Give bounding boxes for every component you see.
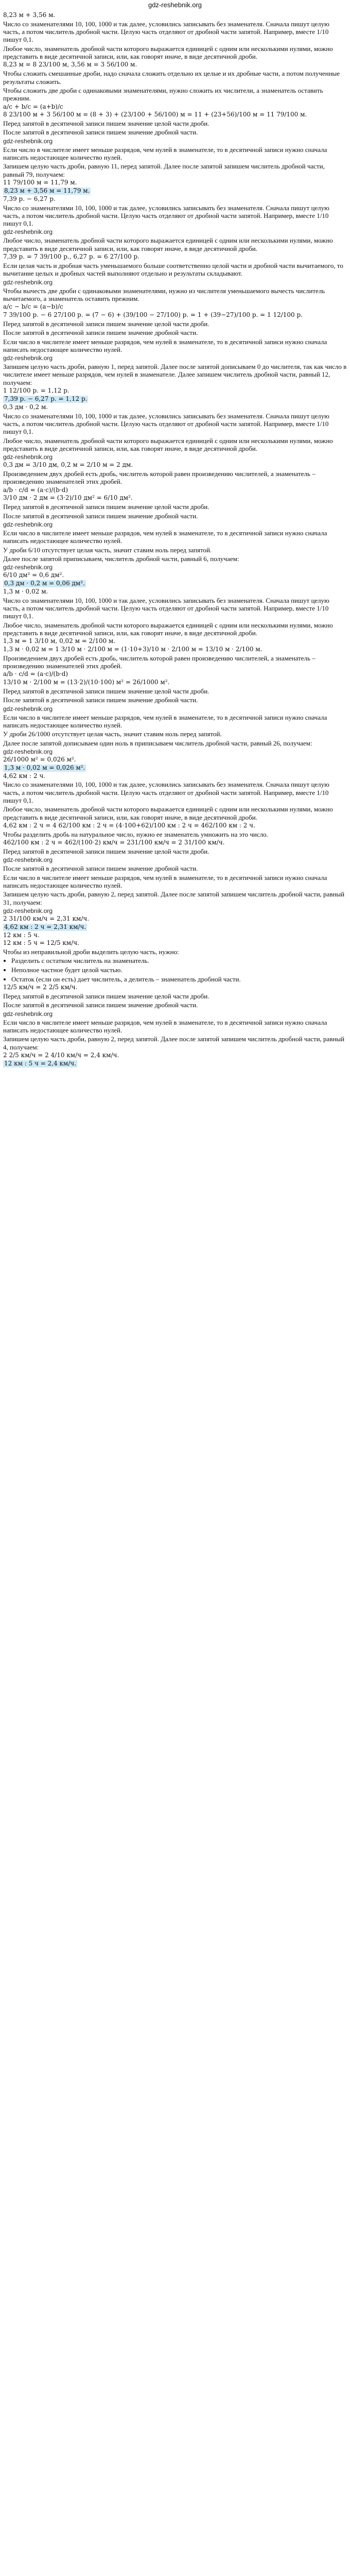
formula-line: 2 2/5 км/ч = 2 4/10 км/ч = 2,4 км/ч. xyxy=(3,1052,119,1059)
answer-line xyxy=(3,188,347,195)
explanation-paragraph: Запишем целую часть дроби, равную 2, перед запятой. Далее после запятой запишем числитель дробной части, равный 31, получаем: xyxy=(3,890,345,906)
formula-line: 1,3 м = 1 3/10 м, 0,02 м = 2/100 м. xyxy=(3,637,116,645)
watermark-text: gdz-reshebnik.org xyxy=(3,564,53,571)
answer-highlight: 1,3 м · 0,02 м = 0,026 м². xyxy=(4,764,85,771)
explanation-paragraph: После запятой в десятичной записи пишем значение дробной части. xyxy=(3,1001,198,1009)
explanation-paragraph: Если число в числителе имеет меньше разрядов, чем нулей в знаменателе, то в десятичной записи нужно сначала написать недостающее количество нулей. xyxy=(3,145,327,162)
explanation-paragraph: У дроби 26/1000 отсутствует целая часть, значит ставим ноль перед запятой. xyxy=(3,730,222,738)
explanation-paragraph: Запишем целую часть дроби, равную 11, перед запятой. Далее после запятой запишем числитель дробной части, равный 79, получаем: xyxy=(3,162,325,178)
explanation-paragraph: Произведением двух дробей есть дробь, числитель которой равен произведению числителей, а знаменатель – произведению знаменателей этих дробей. xyxy=(3,469,316,486)
formula-line: a/c − b/c = (a−b)/c xyxy=(3,303,63,311)
formula-line: 4,62 км : 2 ч = 4 62/100 км : 2 ч = (4·100+62)/100 км : 2 ч = 462/100 км : 2 ч. xyxy=(3,822,255,829)
formula-line: 1,3 м · 0,02 м. xyxy=(3,587,48,595)
instruction-item: • Неполное частное будет целой частью. xyxy=(11,966,347,974)
explanation-paragraph: Перед запятой в десятичной записи пишем значение целой части дроби. xyxy=(3,992,209,1001)
answer-highlight: 4,62 км : 2 ч = 2,31 км/ч. xyxy=(4,923,86,930)
instruction-list xyxy=(3,957,347,983)
explanation-paragraph: Если число в числителе имеет меньше разрядов, чем нулей в знаменателе, то в десятичной записи нужно сначала написать недостающее количество нулей. xyxy=(3,337,327,353)
explanation-paragraph: Любое число, знаменатель дробной части которого выражается единицей с одним или несколькими нулями, можно представить в виде десятичной записи, или, как говорят иначе, в виде десятичной дроби. xyxy=(3,621,333,637)
explanation-paragraph: Любое число, знаменатель дробной части которого выражается единицей с одним или несколькими нулями, можно представить в виде десятичной записи, или, как говорят иначе, в виде десятичной дроби. xyxy=(3,805,333,821)
answer-highlight: 8,23 м + 3,56 м = 11,79 м. xyxy=(4,187,90,194)
explanation-paragraph: Если число в числителе имеет меньше разрядов, чем нулей в знаменателе, то в десятичной записи нужно сначала написать недостающее количество нулей. xyxy=(3,873,327,889)
watermark-text: gdz-reshebnik.org xyxy=(3,228,53,236)
answer-line xyxy=(3,765,347,772)
explanation-paragraph: Чтобы сложить две дроби с одинаковыми знаменателями, нужно сложить их числители, а знаменатель оставить прежним. xyxy=(3,86,323,103)
formula-line: 12/5 км/ч = 2 2/5 км/ч. xyxy=(3,984,78,991)
explanation-paragraph: Перед запятой в десятичной записи пишем значение целой части дроби. xyxy=(3,319,209,328)
instruction-item: • Разделить с остатком числитель на знаменатель. xyxy=(11,957,347,965)
formula-line: 6/10 дм² = 0,6 дм². xyxy=(3,571,64,579)
watermark-text: gdz-reshebnik.org xyxy=(3,1010,53,1018)
formula-line: 0,3 дм = 3/10 дм, 0,2 м = 2/10 м = 2 дм. xyxy=(3,461,133,469)
formula-line: 0,3 дм · 0,2 м. xyxy=(3,403,48,411)
watermark-text: gdz-reshebnik.org xyxy=(3,278,53,286)
explanation-paragraph: У дроби 6/10 отсутствует целая часть, значит ставим ноль перед запятой. xyxy=(3,546,212,554)
formula-line: 1,3 м · 0,02 м = 1 3/10 м · 2/100 м = (1·10+3)/10 м · 2/100 м = 13/10 м · 2/100 м. xyxy=(3,646,262,653)
formula-line: 1 12/100 р. = 1,12 р. xyxy=(3,387,69,395)
formula-line: 12 км : 5 ч = 12/5 км/ч. xyxy=(3,939,80,947)
explanation-paragraph: Далее после запятой дописываем один ноль в приписываем числитель дробной части, равный 26, получаем: xyxy=(3,739,312,747)
site-header[interactable]: gdz-reshebnik.org xyxy=(148,1,202,9)
answer-highlight: 0,3 дм · 0,2 м = 0,06 дм². xyxy=(4,579,85,587)
answer-highlight: 7,39 р. − 6,27 р. = 1,12 р. xyxy=(4,395,87,402)
watermark-text: gdz-reshebnik.org xyxy=(3,354,53,362)
explanation-paragraph: Число со знаменателями 10, 100, 1000 и так далее, условились записывать без знаменателя. Сначала пишут целую часть, а потом числитель дробной части. Целую часть отделяют от дробной части запятой. Например, вместе 1/10 пишут 0,1. xyxy=(3,20,329,44)
page xyxy=(0,0,350,1067)
explanation-paragraph: После запятой в десятичной записи пишем значение дробной части. xyxy=(3,865,198,873)
solution-content xyxy=(3,12,347,1067)
explanation-paragraph: Перед запятой в десятичной записи пишем значение целой части дроби. xyxy=(3,503,209,511)
explanation-paragraph: После запятой в десятичной записи пишем значение дробной части. xyxy=(3,696,198,704)
watermark-text: gdz-reshebnik.org xyxy=(3,520,53,528)
watermark-text: gdz-reshebnik.org xyxy=(3,856,53,864)
explanation-paragraph: Чтобы из неправильной дроби выделить целую часть, нужно: xyxy=(3,948,179,956)
formula-line: 2 31/100 км/ч = 2,31 км/ч. xyxy=(3,914,90,922)
explanation-paragraph: После запятой в десятичной записи пишем значение дробной части. xyxy=(3,128,198,137)
watermark-text: gdz-reshebnik.org xyxy=(3,907,53,914)
watermark-text: gdz-reshebnik.org xyxy=(3,705,53,713)
answer-line xyxy=(3,924,347,931)
instruction-item: • Остаток (если он есть) дает числитель, а делитель – знаменатель дробной части. xyxy=(11,975,347,984)
explanation-paragraph: Запишем целую часть дроби, равную 2, перед запятой. Далее после запятой запишем числитель дробной части, равный 4, получаем: xyxy=(3,1035,345,1051)
explanation-paragraph: Число со знаменателями 10, 100, 1000 и так далее, условились записывать без знаменателя. Сначала пишут целую часть, а потом числитель дробной части. Целую часть отделяют от дробной части запятой. Например, вместе 1/10 пишут 0,1. xyxy=(3,412,329,436)
explanation-paragraph: Чтобы вычесть две дроби с одинаковыми знаменателями, нужно из числителя уменьшаемого вычесть числитель вычитаемого, а знаменатель оставить прежним. xyxy=(3,286,325,302)
watermark-text: gdz-reshebnik.org xyxy=(3,748,53,756)
explanation-paragraph: Любое число, знаменатель дробной части которого выражается единицей с одним или несколькими нулями, можно представить в виде десятичной записи, или, как говорят иначе, в виде десятичной дроби. xyxy=(3,236,333,252)
explanation-paragraph: Чтобы сложить смешанные дроби, надо сначала сложить отдельно их целые и их дробные части, а потом полученные результаты сложить. xyxy=(3,70,340,86)
formula-line: 8 23/100 м + 3 56/100 м = (8 + 3) + (23/100 + 56/100) м = 11 + (23+56)/100 м = 11 79/100 м. xyxy=(3,111,307,118)
explanation-paragraph: Число со знаменателями 10, 100, 1000 и так далее, условились записывать без знаменателя. Сначала пишут целую часть, а потом числитель дробной части. Целую часть отделяют от дробной части запятой. Например, вместе 1/10 пишут 0,1. xyxy=(3,596,329,620)
explanation-paragraph: Перед запятой в десятичной записи пишем значение целой части дроби. xyxy=(3,120,209,128)
formula-line: 7,39 р. = 7 39/100 р., 6,27 р. = 6 27/100 р. xyxy=(3,253,140,261)
explanation-paragraph: Чтобы разделить дробь на натуральное число, нужно ее знаменатель умножить на это число. xyxy=(3,830,268,838)
explanation-paragraph: Произведением двух дробей есть дробь, числитель которой равен произведению числителей, а знаменатель – произведению знаменателей этих дробей. xyxy=(3,654,316,670)
formula-line: 26/1000 м² = 0,026 м². xyxy=(3,756,76,764)
explanation-paragraph: Перед запятой в десятичной записи пишем значение целой части дроби. xyxy=(3,847,209,855)
explanation-paragraph: После запятой в десятичной записи пишем значение дробной части. xyxy=(3,329,198,337)
explanation-paragraph: Любое число, знаменатель дробной части которого выражается единицей с одним или несколькими нулями, можно представить в виде десятичной записи, или, как говорят иначе, в виде десятичной дроби. xyxy=(3,436,333,452)
explanation-paragraph: Если число в числителе имеет меньше разрядов, чем нулей в знаменателе, то в десятичной записи нужно сначала написать недостающее количество нулей. xyxy=(3,1018,327,1035)
explanation-paragraph: Запишем целую часть дроби, равную 1, перед запятой. Далее после запятой дописываем 0 до числителя, так как число в числителе имеет меньше разрядов, чем нулей в знаменателе. Далее запишем числитель дробной части, равный 12, получаем: xyxy=(3,363,347,386)
explanation-paragraph: Любое число, знаменатель дробной части которого выражается единицей с одним или несколькими нулями, можно представить в виде десятичной записи, или, как говорят иначе, в виде десятичной дроби. xyxy=(3,44,333,61)
formula-line: 13/10 м · 2/100 м = (13·2)/(10·100) м² = 26/1000 м². xyxy=(3,679,170,686)
formula-line: a/c + b/c = (a+b)/c xyxy=(3,103,63,110)
formula-line: 8,23 м + 3,56 м. xyxy=(3,11,56,19)
explanation-paragraph: Если число в числителе имеет меньше разрядов, чем нулей в знаменателе, то в десятичной записи нужно сначала написать недостающее количество нулей. xyxy=(3,713,327,730)
formula-line: a/b · c/d = (a·c)/(b·d) xyxy=(3,486,68,494)
explanation-paragraph: Число со знаменателями 10, 100, 1000 и так далее, условились записывать без знаменателя. Сначала пишут целую часть, а потом числитель дробной части. Целую часть отделяют от дробной части запятой. Например, вместе 1/10 пишут 0,1. xyxy=(3,204,329,228)
explanation-paragraph: Далее после запятой приписываем, числитель дробной части, равный 6, получаем: xyxy=(3,554,239,563)
formula-line: 7,39 р. − 6,27 р. xyxy=(3,195,56,202)
formula-line: 3/10 дм · 2 дм = (3·2)/10 дм² = 6/10 дм². xyxy=(3,494,133,502)
explanation-paragraph: Перед запятой в десятичной записи пишем значение целой части дроби. xyxy=(3,687,209,696)
answer-line xyxy=(3,1060,347,1067)
answer-highlight: 12 км : 5 ч = 2,4 км/ч. xyxy=(4,1059,77,1067)
formula-line: 7 39/100 р. − 6 27/100 р. = (7 − 6) + (39/100 − 27/100) р. = 1 + (39−27)/100 р. = 1 12/100 р. xyxy=(3,311,303,319)
watermark-text: gdz-reshebnik.org xyxy=(3,453,53,461)
formula-line: 462/100 км : 2 ч = 462/(100·2) км/ч = 231/100 км/ч = 2 31/100 км/ч. xyxy=(3,839,225,846)
explanation-paragraph: Если целая часть и дробная часть уменьшаемого больше соответственно целой части и дробной части вычитаемого, то вычитание целых и дробных частей выполняют отдельно и результаты складывают. xyxy=(3,261,343,278)
watermark-text: gdz-reshebnik.org xyxy=(3,137,53,145)
explanation-paragraph: Число со знаменателями 10, 100, 1000 и так далее, условились записывать без знаменателя. Сначала пишут целую часть, а потом числитель дробной части. Целую часть отделяют от дробной части запятой. Например, вместе 1/10 пишут 0,1. xyxy=(3,781,329,805)
formula-line: a/b · c/d = (a·c)/(b·d) xyxy=(3,670,68,678)
answer-line xyxy=(3,396,347,403)
formula-line: 4,62 км : 2 ч. xyxy=(3,772,46,779)
explanation-paragraph: После запятой в десятичной записи пишем значение дробной части. xyxy=(3,512,198,520)
explanation-paragraph: Если число в числителе имеет меньше разрядов, чем нулей в знаменателе, то в десятичной записи нужно сначала написать недостающее количество нулей. xyxy=(3,529,327,545)
answer-line xyxy=(3,580,347,587)
formula-line: 8,23 м = 8 23/100 м, 3,56 м = 3 56/100 м. xyxy=(3,61,137,69)
formula-line: 12 км : 5 ч. xyxy=(3,931,40,939)
formula-line: 11 79/100 м = 11,79 м. xyxy=(3,179,77,187)
